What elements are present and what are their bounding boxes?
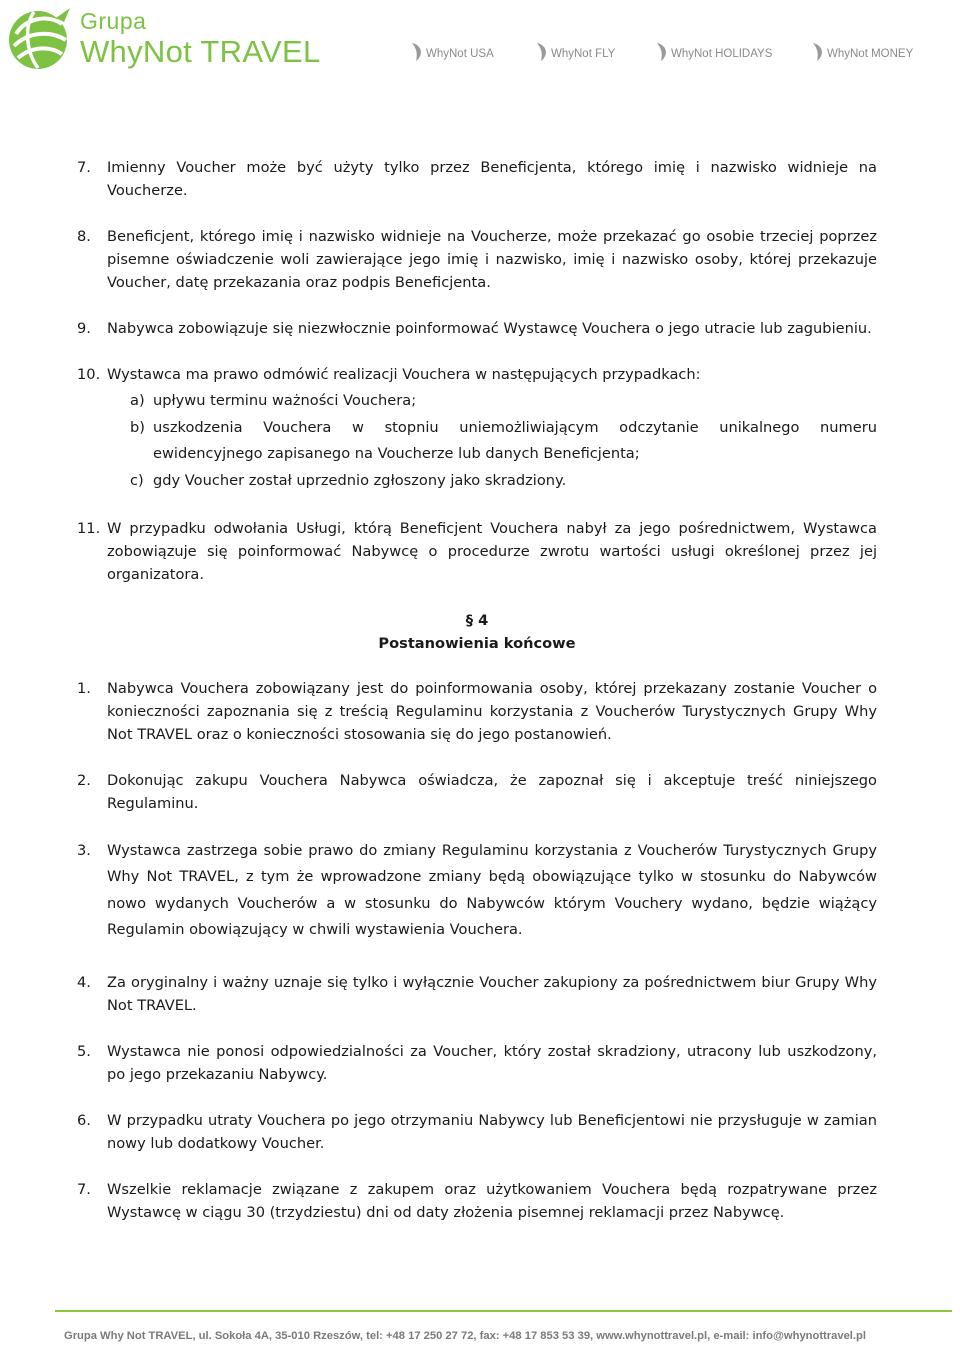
item-number: 4. [77,974,91,992]
wing-icon [655,41,669,63]
paragraph-item [77,677,877,746]
paragraph-item [77,971,877,1017]
item-number: 6. [77,1112,91,1130]
wing-icon [535,41,549,63]
sub-item [77,468,877,495]
item-number: 10. [77,366,101,383]
brand-name-top: Grupa [80,8,147,34]
paragraph-item-10 [77,363,877,494]
paragraph-item [77,225,877,294]
paragraph-item-11 [77,517,877,586]
item-number: 5. [77,1043,91,1061]
item-number: 9. [77,320,91,337]
item-number: 7. [77,1181,91,1199]
item-number: 1. [77,680,91,697]
item-number: 2. [77,772,91,789]
section-title: Postanowienia końcowe [378,635,576,652]
item-text: W przypadku odwołania Usługi, którą Beneficjent Vouchera nabył za jego pośrednictwem, Wystawca zobowiązuje się poinformować Nabywcę o procedurze zwrotu wartości usługi określonej przez jej organizatora. [107,520,877,583]
item-text: Wystawca nie ponosi odpowiedzialności za Voucher, który został skradziony, utracony lub uszkodzony, po jego przekazaniu Nabywcy. [107,1043,877,1084]
item-number: 11. [77,520,101,537]
item-text: Wystawca zastrzega sobie prawo do zmiany Regulaminu korzystania z Voucherów Turystycznych Grupy Why Not TRAVEL, z tym że wprowadzone zmiany będą obowiązujące tylko w stosunku do Nabywców nowo wydanych Voucherów a w stosunku do Nabywców którym Vouchery wydano, będzie wiążący Regulamin obowiązujący w chwili wystawienia Vouchera. [107,842,877,938]
paragraph-item [77,1109,877,1155]
document-body [77,156,877,1247]
brand-logo [4,4,324,76]
paragraph-item [77,1178,877,1224]
section-heading [77,609,877,655]
item-text: Wszelkie reklamacje związane z zakupem oraz użytkowaniem Vouchera będą rozpatrywane przez Wystawcę w ciągu 30 (trzydziestu) dni od daty złożenia pisemnej reklamacji przez Nabywcę. [107,1181,877,1222]
page-header [0,0,960,90]
item-number: 3. [77,842,91,859]
footer-divider [55,1310,952,1312]
item-number: 7. [77,159,91,176]
sub-brand-name: WhyNot MONEY [827,48,914,60]
sub-item-text: upływu terminu ważności Vouchera; [153,392,417,409]
item-text: Nabywca Vouchera zobowiązany jest do poinformowania osoby, której przekazany zostanie Voucher o konieczności zapoznania się z treścią Regulaminu korzystania z Voucherów Turystycznych Grupy Why Not TRAVEL oraz o konieczności stosowania się do jego postanowień. [107,680,877,743]
sub-item-letter: b) [130,418,145,436]
footer-contact: Grupa Why Not TRAVEL, ul. Sokoła 4A, 35-010 Rzeszów, tel: +48 17 250 27 72, fax: +48 17 853 53 39, www.whynottravel.pl, e-mail: info@whynottravel.pl [64,1330,866,1342]
item-number: 8. [77,228,91,245]
paragraph-item [77,1040,877,1086]
paragraph-item [77,769,877,815]
wing-icon [410,41,424,63]
item-text: Wystawca ma prawo odmówić realizacji Vouchera w następujących przypadkach: [107,366,701,383]
paragraph-item [77,317,877,340]
section-number: § 4 [465,612,489,629]
paragraph-item [77,156,877,202]
sub-item [77,415,877,468]
sub-brand-name: WhyNot HOLIDAYS [671,48,773,60]
sub-item-text: gdy Voucher został uprzednio zgłoszony jako skradziony. [153,471,567,489]
sub-item-letter: c) [130,471,144,489]
item-text: Beneficjent, którego imię i nazwisko widnieje na Voucherze, może przekazać go osobie trzeciej poprzez pisemne oświadczenie woli zawierające jego imię i nazwisko, imię i nazwisko osoby, której przekazuje Voucher, datę przekazania oraz podpis Beneficjenta. [107,228,877,291]
wing-icon [811,41,825,63]
globe-swirl-icon [4,4,74,74]
item-text: Nabywca zobowiązuje się niezwłocznie poinformować Wystawcę Vouchera o jego utracie lub zagubieniu. [107,320,872,337]
item-text: Imienny Voucher może być użyty tylko przez Beneficjenta, którego imię i nazwisko widnieje na Voucherze. [107,159,877,199]
brand-name-bottom: WhyNot TRAVEL [80,34,321,69]
sub-item-text: uszkodzenia Vouchera w stopniu uniemożliwiającym odczytanie unikalnego numeru ewidencyjnego zapisanego na Voucherze lub danych Beneficjenta; [153,418,877,462]
sub-brand-name: WhyNot FLY [551,48,616,60]
item-text: W przypadku utraty Vouchera po jego otrzymaniu Nabywcy lub Beneficjentowi nie przysługuje w zamian nowy lub dodatkowy Voucher. [107,1112,877,1153]
sub-item-letter: a) [130,392,145,409]
item-text: Dokonując zakupu Vouchera Nabywca oświadcza, że zapoznał się i akceptuje treść niniejszego Regulaminu. [107,772,877,812]
sub-item [77,388,877,415]
paragraph-item [77,838,877,943]
item-text: Za oryginalny i ważny uznaje się tylko i wyłącznie Voucher zakupiony za pośrednictwem biur Grupy Why Not TRAVEL. [107,974,877,1015]
sub-brand-name: WhyNot USA [426,48,494,60]
